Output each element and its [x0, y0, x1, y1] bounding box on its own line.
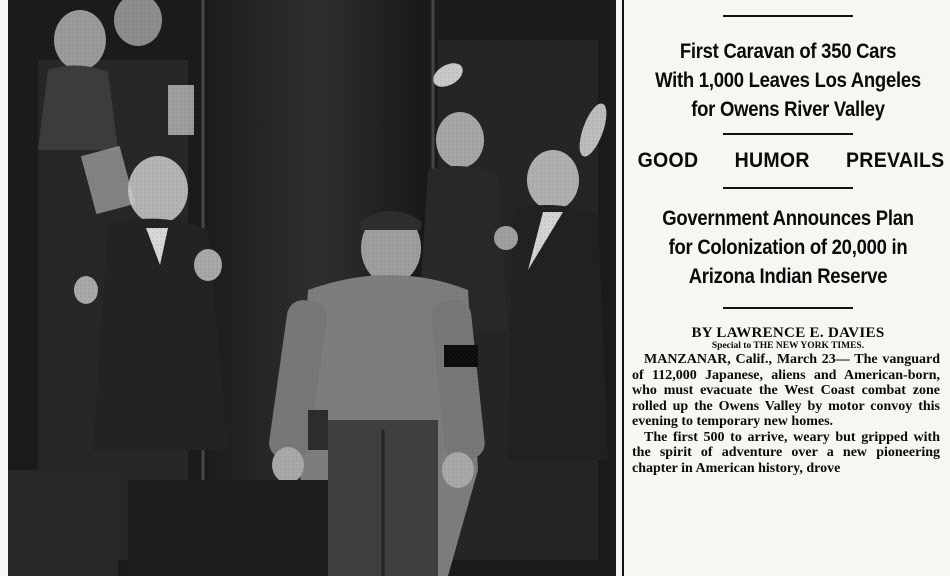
dateline: MANZANAR, Calif., March 23—: [644, 352, 850, 367]
deck-one-line: for Owens River Valley: [691, 98, 885, 121]
deck-two-word: HUMOR: [734, 149, 810, 172]
byline-special: Special to THE NEW YORK TIMES.: [711, 341, 865, 351]
deck-three: [651, 204, 926, 291]
news-photograph: [8, 0, 616, 576]
photo-illustration: [8, 0, 614, 576]
column-rule: [622, 0, 624, 576]
article-column: [632, 0, 944, 576]
deck-two-caps: [632, 147, 944, 175]
deck-two-word: GOOD: [637, 149, 699, 172]
deck-three-line: for Colonization of 20,000 in: [668, 236, 908, 259]
article-paragraph: [632, 430, 940, 477]
deck-two-word: PREVAILS: [846, 149, 944, 172]
deck-one: [651, 37, 926, 124]
deck-one-line: With 1,000 Leaves Los Angeles: [655, 69, 921, 92]
article-paragraph: [632, 352, 940, 430]
deck-three-line: Arizona Indian Reserve: [688, 265, 888, 288]
paragraph-text: The vanguard of 112,000 Japanese, aliens and American-born, who must evacuate the West Coast combat zone rolled up the Owens Valley by motor convoy this evening to temporary new homes.: [632, 352, 940, 429]
deck-one-line: First Caravan of 350 Cars: [679, 40, 897, 63]
article-body: [632, 352, 940, 476]
deck-three-line: Government Announces Plan: [662, 207, 914, 230]
paragraph-text: The first 500 to arrive, weary but gripped with the spirit of adventure over a new pioneering chapter in American history, drove: [632, 429, 940, 476]
byline-author: BY LAWRENCE E. DAVIES: [691, 325, 885, 341]
